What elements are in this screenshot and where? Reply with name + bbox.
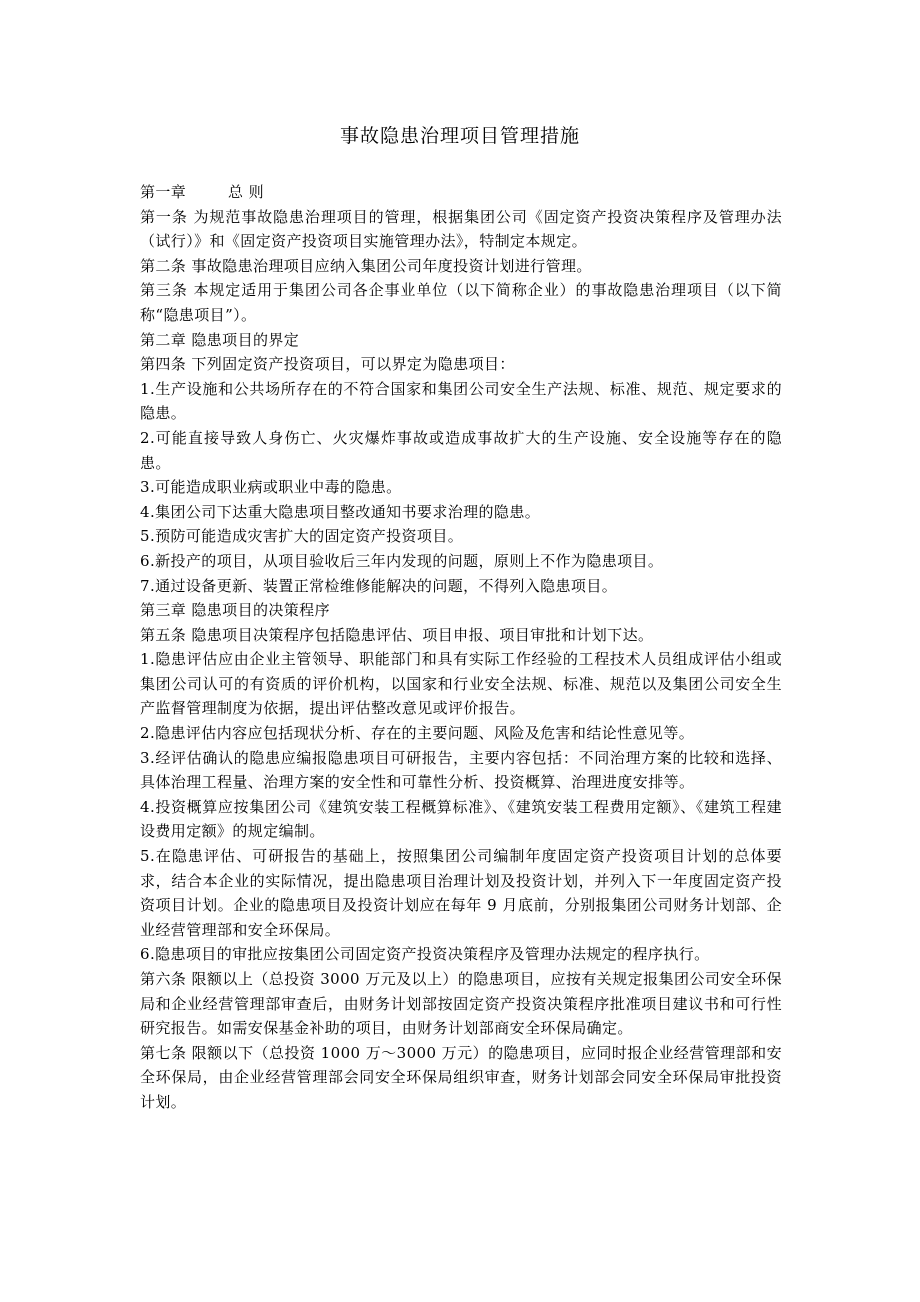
list-item: 2.可能直接导致人身伤亡、火灾爆炸事故或造成事故扩大的生产设施、安全设施等存在的隐患。	[140, 428, 782, 472]
chapter-name: 总 则	[228, 183, 264, 201]
list-item: 3.经评估确认的隐患应编报隐患项目可研报告，主要内容包括：不同治理方案的比较和选择、具体治理工程量、治理方案的安全性和可靠性分析、投资概算、治理进度安排等。	[140, 748, 782, 792]
list-item: 5.在隐患评估、可研报告的基础上，按照集团公司编制年度固定资产投资项目计划的总体要求，结合本企业的实际情况，提出隐患项目治理计划及投资计划，并列入下一年度固定资产投资项目计划。企业的隐患项目及投资计划应在每年 9 月底前，分别报集团公司财务计划部、企业经营管理部和安全环保局。	[140, 847, 782, 939]
paragraph: 第三条 本规定适用于集团公司各企事业单位（以下简称企业）的事故隐患治理项目（以下简称“隐患项目”）。	[140, 281, 782, 324]
chapter-heading: 第三章 隐患项目的决策程序	[140, 601, 330, 620]
paragraph: 第七条 限额以下（总投资 1000 万～3000 万元）的隐患项目，应同时报企业经营管理部和安全环保局，由企业经营管理部会同安全环保局组织审查，财务计划部会同安全环保局审批投资计划。	[140, 1043, 782, 1111]
list-item: 5.预防可能造成灾害扩大的固定资产投资项目。	[140, 527, 464, 546]
list-item: 6.隐患项目的审批应按集团公司固定资产投资决策程序及管理办法规定的程序执行。	[140, 945, 710, 964]
chapter-heading: 第二章 隐患项目的界定	[140, 330, 300, 349]
paragraph: 第二条 事故隐患治理项目应纳入集团公司年度投资计划进行管理。	[140, 256, 592, 275]
list-item: 4.投资概算应按集团公司《建筑安装工程概算标准》、《建筑安装工程费用定额》、《建筑工程建设费用定额》的规定编制。	[140, 797, 782, 841]
document-title: 事故隐患治理项目管理措施	[339, 125, 580, 147]
document-body	[140, 180, 782, 1115]
paragraph: 第六条 限额以上（总投资 3000 万元及以上）的隐患项目，应按有关规定报集团公司安全环保局和企业经营管理部审查后，由财务计划部按固定资产投资决策程序批准项目建议书和可行性研究报告。如需安保基金补助的项目，由财务计划部商安全环保局确定。	[140, 970, 782, 1038]
chapter-label: 第一章	[140, 183, 187, 201]
chapter-heading	[140, 180, 782, 205]
list-item: 1.隐患评估应由企业主管领导、职能部门和具有实际工作经验的工程技术人员组成评估小组或集团公司认可的有资质的评价机构，以国家和行业安全法规、标准、规范以及集团公司安全生产监督管理制度为依据，提出评估整改意见或评价报告。	[140, 650, 782, 718]
list-item: 4.集团公司下达重大隐患项目整改通知书要求治理的隐患。	[140, 502, 541, 521]
paragraph: 第一条 为规范事故隐患治理项目的管理，根据集团公司《固定资产投资决策程序及管理办法（试行）》和《固定资产投资项目实施管理办法》，特制定本规定。	[140, 207, 782, 251]
list-item: 7.通过设备更新、装置正常检维修能解决的问题，不得列入隐患项目。	[140, 576, 618, 595]
list-item: 1.生产设施和公共场所存在的不符合国家和集团公司安全生产法规、标准、规范、规定要求的隐患。	[140, 379, 782, 423]
list-item: 6.新投产的项目，从项目验收后三年内发现的问题，原则上不作为隐患项目。	[140, 551, 664, 570]
list-item: 2.隐患评估内容应包括现状分析、存在的主要问题、风险及危害和结论性意见等。	[140, 724, 695, 743]
list-item: 3.可能造成职业病或职业中毒的隐患。	[140, 478, 402, 497]
paragraph: 第五条 隐患项目决策程序包括隐患评估、项目申报、项目审批和计划下达。	[140, 625, 654, 644]
paragraph: 第四条 下列固定资产投资项目，可以界定为隐患项目：	[140, 355, 515, 374]
